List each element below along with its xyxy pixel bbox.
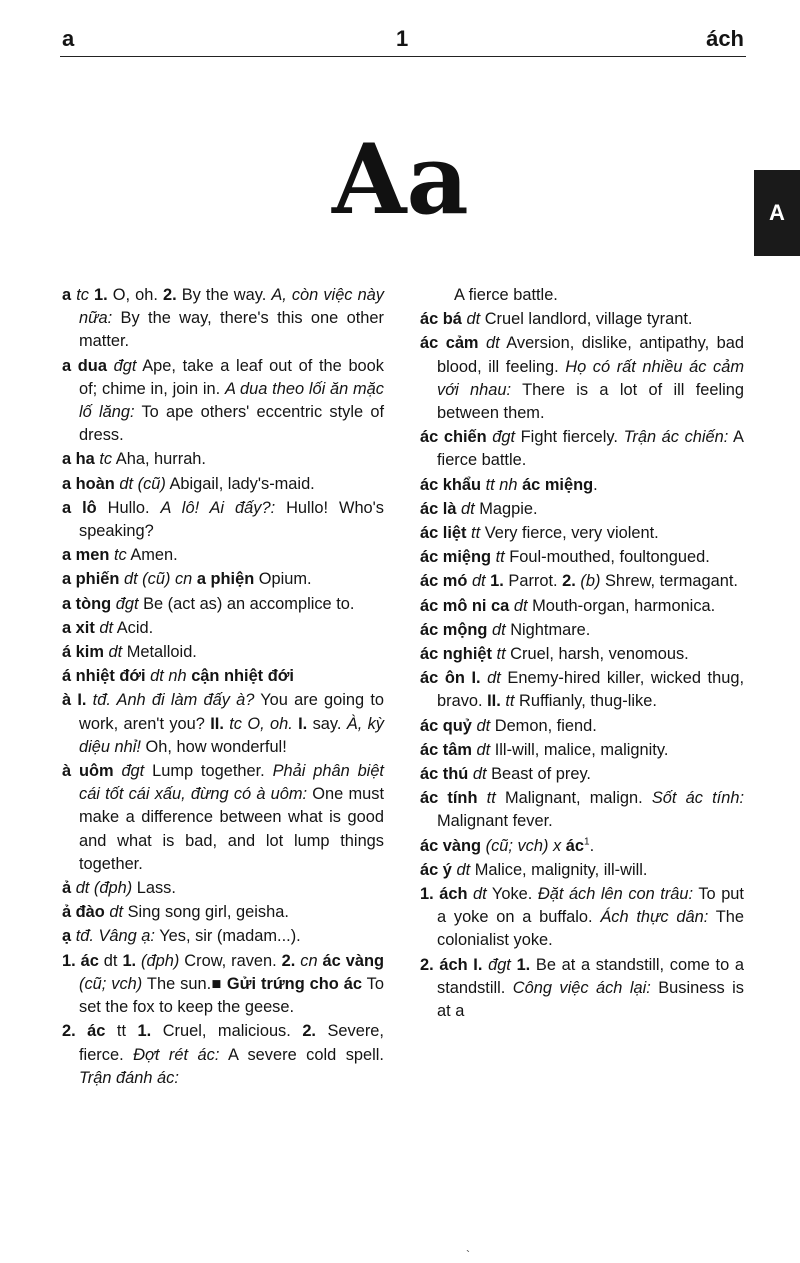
entry-a-phien: a phiến dt (cũ) cn a phiện Opium.: [62, 570, 312, 589]
entry-ac-cam: ác cảm dt Aversion, dislike, antipathy, bad blood, ill feeling. Họ có rất nhiều ác cảm với nhau: There is a lot of ill feeling between them.: [420, 334, 744, 423]
entry-a-nhiet-doi: á nhiệt đới dt nh cận nhiệt đới: [62, 667, 294, 686]
entry-a-ha: a ha tc Aha, hurrah.: [62, 450, 206, 469]
entry-a-men: a men tc Amen.: [62, 546, 178, 565]
entry-a-hook: ả dt (đph) Lass.: [62, 879, 176, 898]
entry-ac-nghiet: ác nghiệt tt Cruel, harsh, venomous.: [420, 645, 689, 664]
entry-ac-y: ác ý dt Malice, malignity, ill-will.: [420, 860, 648, 879]
entry-ac-1: 1. ác dt 1. (đph) Crow, raven. 2. cn ác vàng (cũ; vch) The sun.■ Gửi trứng cho ác To set the fox to keep the geese.: [62, 951, 384, 1017]
entry-ac-thu: ác thú dt Beast of prey.: [420, 765, 591, 784]
entry-a-dua: a dua đgt Ape, take a leaf out of the book of; chime in, join in. A dua theo lối ăn mặc lố lăng: To ape others' eccentric style of dress.: [62, 356, 384, 445]
entry-a-tong: a tòng đgt Be (act as) an accomplice to.: [62, 594, 355, 613]
column-right: [420, 284, 744, 1024]
entry-ach-1: 1. ách dt Yoke. Đặt ách lên con trâu: To put a yoke on a buffalo. Ách thực dân: The colonialist yoke.: [420, 885, 744, 950]
entry-ac-vang: ác vàng (cũ; vch) x $ác^1$.: [420, 836, 595, 855]
entry-a-xit: a xit dt Acid.: [62, 618, 154, 637]
page-header: [60, 26, 746, 57]
entry-a: a tc 1. O, oh. 2. By the way. A, còn việc này nữa: By the way, there's this one other matter.: [62, 286, 384, 351]
entry-ac-chien: ác chiến đgt Fight fiercely. Trận ác chiến: A fierce battle.: [420, 428, 744, 470]
entry-a-hoan: a hoàn dt (cũ) Abigail, lady's-maid.: [62, 474, 315, 493]
entry-ac-mo-ni-ca: ác mô ni ca dt Mouth-organ, harmonica.: [420, 596, 716, 615]
section-letter-heading: Aa: [332, 123, 469, 236]
entry-ac-quy: ác quỷ dt Demon, fiend.: [420, 716, 597, 735]
entry-a-dao: ả đào dt Sing song girl, geisha.: [62, 903, 289, 922]
thumb-index-tab: [754, 170, 800, 256]
entry-ac-tam: ác tâm dt Ill-will, malice, malignity.: [420, 740, 669, 759]
guide-word-left: a: [62, 26, 75, 51]
entry-ac-mong: ác mộng dt Nightmare.: [420, 620, 591, 639]
entry-ac-liet: ác liệt tt Very fierce, very violent.: [420, 524, 659, 543]
entry-ac-ba: ác bá dt Cruel landlord, village tyrant.: [420, 310, 693, 329]
entry-a-lo: a lô Hullo. A lô! Ai đấy?: Hullo! Who's speaking?: [62, 498, 384, 541]
entry-ac-mo: ác mó dt 1. Parrot. 2. (b) Shrew, termagant.: [420, 572, 738, 591]
entry-ac-khau: ác khẩu tt nh ác miệng.: [420, 475, 598, 494]
entry-ac-2: 2. ác tt 1. Cruel, malicious. 2. Severe, fierce. Đợt rét ác: A severe cold spell. Trận đánh ác:: [62, 1022, 384, 1087]
entry-continuation: A fierce battle.: [454, 286, 558, 304]
bottom-mark: `: [466, 1248, 470, 1262]
guide-word-right: ách: [706, 26, 744, 51]
entry-ach-2: 2. ách I. đgt 1. Be at a standstill, come to a standstill. Công việc ách lại: Business is at a: [420, 955, 744, 1021]
column-left: [62, 284, 384, 1091]
entry-ac-mieng: ác miệng tt Foul-mouthed, foultongued.: [420, 548, 710, 567]
entry-ac-tinh: ác tính tt Malignant, malign. Sốt ác tính: Malignant fever.: [420, 789, 744, 831]
entry-a-kim: á kim dt Metalloid.: [62, 643, 197, 662]
page-number: 1: [396, 26, 409, 51]
entry-a-uom: à uôm đgt Lump together. Phải phân biệt cái tốt cái xấu, đừng có à uôm: One must make a difference between what is good and what is bad, and lot lump things together.: [62, 762, 385, 873]
entry-a-dot: ạ tđ. Vâng ạ: Yes, sir (madam...).: [62, 927, 301, 946]
entry-a-grave: à I. tđ. Anh đi làm đấy à? You are going to work, aren't you? II. tc O, oh. I. say. À, kỳ diệu nhỉ! Oh, how wonderful!: [62, 691, 385, 756]
entry-ac-la: ác là dt Magpie.: [420, 499, 538, 518]
entry-ac-on: ác ôn I. dt Enemy-hired killer, wicked thug, bravo. II. tt Ruffianly, thug-like.: [420, 669, 745, 711]
thumb-index-letter: A: [769, 200, 785, 225]
